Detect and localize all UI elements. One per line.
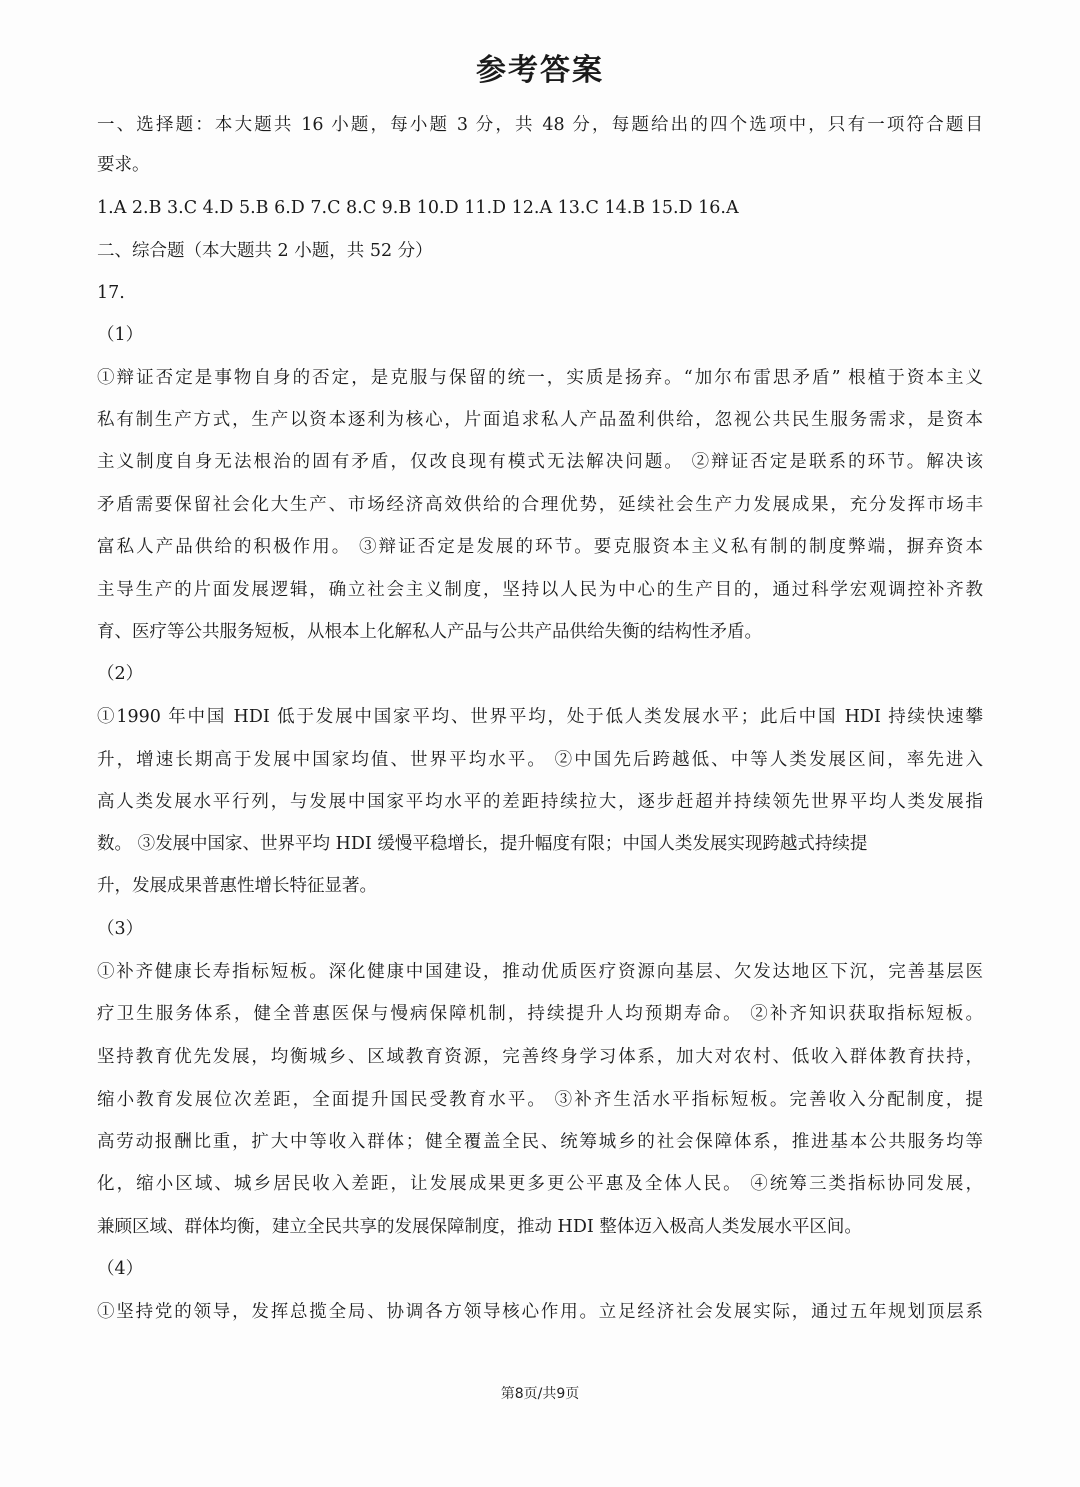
text-line: 高劳动报酬比重，扩大中等收入群体；健全覆盖全民、统筹城乡的社会保障体系，推进基本公共服务均等 [97,1132,983,1152]
text-line: 17. [97,283,125,303]
text-line: 化，缩小区域、城乡居民收入差距，让发展成果更多更公平惠及全体人民。 ④统筹三类指标协同发展， [97,1174,983,1194]
text-line: ①坚持党的领导，发挥总揽全局、协调各方领导核心作用。立足经济社会发展实际，通过五年规划顶层系 [97,1302,983,1322]
text-line: 兼顾区域、群体均衡，建立全民共享的发展保障制度，推动 HDI 整体迈入极高人类发展水平区间。 [97,1217,862,1237]
text-line: （2） [97,664,144,684]
page-footer: 第8页/共9页 [500,1386,580,1402]
text-line: 主导生产的片面发展逻辑，确立社会主义制度，坚持以人民为中心的生产目的，通过科学宏观调控补齐教 [97,580,983,600]
text-line: 一、选择题：本大题共 16 小题，每小题 3 分，共 48 分，每题给出的四个选项中，只有一项符合题目 [97,115,983,135]
text-line: 1.A 2.B 3.C 4.D 5.B 6.D 7.C 8.C 9.B 10.D 11.D 12.A 13.C 14.B 15.D 16.A [97,198,739,218]
text-line: ①补齐健康长寿指标短板。深化健康中国建设，推动优质医疗资源向基层、欠发达地区下沉，完善基层医 [97,962,983,982]
text-line: 二、综合题（本大题共 2 小题，共 52 分） [97,241,433,261]
text-line: 升，发展成果普惠性增长特征显著。 [97,876,377,896]
text-line: 坚持教育优先发展，均衡城乡、区域教育资源，完善终身学习体系，加大对农村、低收入群体教育扶持， [97,1047,983,1067]
page-title: 参考答案 [476,53,604,88]
text-line: ①1990 年中国 HDI 低于发展中国家平均、世界平均，处于低人类发展水平；此后中国 HDI 持续快速攀 [97,707,983,727]
text-line: 富私人产品供给的积极作用。 ③辩证否定是发展的环节。要克服资本主义私有制的制度弊端，摒弃资本 [97,537,983,557]
text-line: 疗卫生服务体系，健全普惠医保与慢病保障机制，持续提升人均预期寿命。 ②补齐知识获取指标短板。 [97,1004,983,1024]
text-line: 育、医疗等公共服务短板，从根本上化解私人产品与公共产品供给失衡的结构性矛盾。 [97,622,762,642]
text-line: （1） [97,325,144,345]
text-line: 高人类发展水平行列，与发展中国家平均水平的差距持续拉大，逐步赶超并持续领先世界平均人类发展指 [97,792,983,812]
text-line: 升，增速长期高于发展中国家均值、世界平均水平。 ②中国先后跨越低、中等人类发展区间，率先进入 [97,750,983,770]
text-line: 主义制度自身无法根治的固有矛盾，仅改良现有模式无法解决问题。 ②辩证否定是联系的环节。解决该 [97,452,983,472]
text-line: 私有制生产方式，生产以资本逐利为核心，片面追求私人产品盈利供给，忽视公共民生服务需求，是资本 [97,410,983,430]
text-line: 数。 ③发展中国家、世界平均 HDI 缓慢平稳增长，提升幅度有限；中国人类发展实现跨越式持续提 [97,834,868,854]
text-line: 要求。 [97,155,150,175]
text-line: 矛盾需要保留社会化大生产、市场经济高效供给的合理优势，延续社会生产力发展成果，充分发挥市场丰 [97,495,983,515]
text-line: （4） [97,1259,144,1279]
text-line: （3） [97,919,144,939]
text-line: 缩小教育发展位次差距，全面提升国民受教育水平。 ③补齐生活水平指标短板。完善收入分配制度，提 [97,1090,983,1110]
text-line: ①辩证否定是事物自身的否定，是克服与保留的统一，实质是扬弃。“加尔布雷思矛盾” 根植于资本主义 [97,368,983,388]
